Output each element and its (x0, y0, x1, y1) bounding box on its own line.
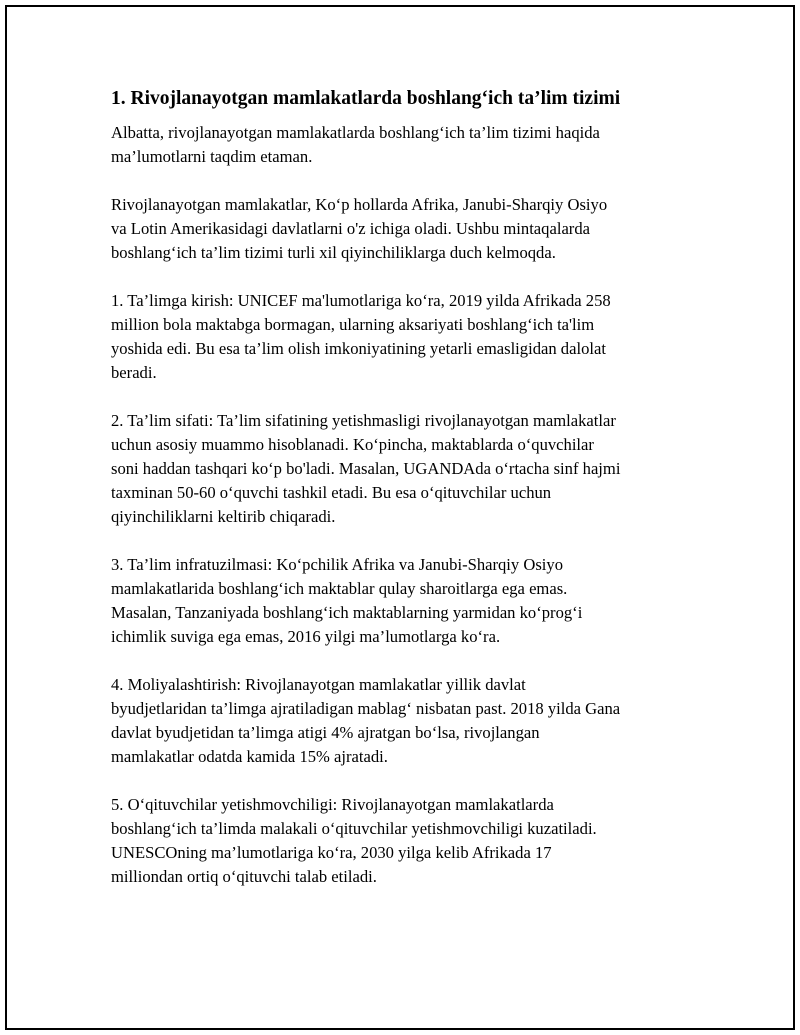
document-body (111, 87, 691, 913)
text-line: taxminan 50-60 o‘quvchi tashkil etadi. Bu esa o‘qituvchilar uchun (111, 483, 552, 502)
text-line: yoshida edi. Bu esa ta’lim olish imkoniyatining yetarli emasligidan dalolat (111, 339, 606, 358)
text-line: 4. Moliyalashtirish: Rivojlanayotgan mamlakatlar yillik davlat (111, 675, 526, 694)
text-line: boshlang‘ich ta’limda malakali o‘qituvchilar yetishmovchiligi kuzatiladi. (111, 819, 597, 838)
text-line: 3. Ta’lim infratuzilmasi: Ko‘pchilik Afrika va Janubi-Sharqiy Osiyo (111, 555, 564, 574)
text-line: mamlakatlarida boshlang‘ich maktablar qulay sharoitlarga ega emas. (111, 579, 568, 598)
text-line: davlat byudjetidan ta’limga atigi 4% ajratgan bo‘lsa, rivojlangan (111, 723, 540, 742)
paragraph-access (111, 289, 691, 385)
paragraph-overview (111, 193, 691, 265)
text-line: million bola maktabga bormagan, ularning aksariyati boshlang‘ich ta'lim (111, 315, 595, 334)
text-line: Albatta, rivojlanayotgan mamlakatlarda boshlang‘ich ta’lim tizimi haqida (111, 123, 600, 142)
text-line: byudjetlaridan ta’limga ajratiladigan mablag‘ nisbatan past. 2018 yilda Gana (111, 699, 621, 718)
text-line: qiyinchiliklarni keltirib chiqaradi. (111, 507, 336, 526)
text-line: ma’lumotlarni taqdim etaman. (111, 147, 313, 166)
text-line: 1. Ta’limga kirish: UNICEF ma'lumotlariga ko‘ra, 2019 yilda Afrikada 258 (111, 291, 611, 310)
paragraph-financing (111, 673, 691, 769)
paragraph-intro (111, 121, 691, 169)
text-line: 2. Ta’lim sifati: Ta’lim sifatining yetishmasligi rivojlanayotgan mamlakatlar (111, 411, 616, 430)
text-line: soni haddan tashqari ko‘p bo'ladi. Masalan, UGANDAda o‘rtacha sinf hajmi (111, 459, 621, 478)
document-title: 1. Rivojlanayotgan mamlakatlarda boshlang‘ich ta’lim tizimi (111, 88, 621, 109)
text-line: 5. O‘qituvchilar yetishmovchiligi: Rivojlanayotgan mamlakatlarda (111, 795, 554, 814)
paragraph-infrastructure (111, 553, 691, 649)
text-line: Masalan, Tanzaniyada boshlang‘ich maktablarning yarmidan ko‘prog‘i (111, 603, 583, 622)
text-line: mamlakatlar odatda kamida 15% ajratadi. (111, 747, 388, 766)
text-line: boshlang‘ich ta’lim tizimi turli xil qiyinchiliklarga duch kelmoqda. (111, 243, 556, 262)
text-line: Rivojlanayotgan mamlakatlar, Ko‘p hollarda Afrika, Janubi-Sharqiy Osiyo (111, 195, 608, 214)
paragraph-quality (111, 409, 691, 529)
text-line: beradi. (111, 363, 157, 382)
text-line: va Lotin Amerikasidagi davlatlarni o'z ichiga oladi. Ushbu mintaqalarda (111, 219, 590, 238)
paragraph-teacher-shortage (111, 793, 691, 889)
text-line: uchun asosiy muammo hisoblanadi. Ko‘pincha, maktablarda o‘quvchilar (111, 435, 594, 454)
text-line: milliondan ortiq o‘qituvchi talab etiladi. (111, 867, 377, 886)
text-line: ichimlik suviga ega emas, 2016 yilgi ma’lumotlarga ko‘ra. (111, 627, 501, 646)
text-line: UNESCOning ma’lumotlariga ko‘ra, 2030 yilga kelib Afrikada 17 (111, 843, 552, 862)
